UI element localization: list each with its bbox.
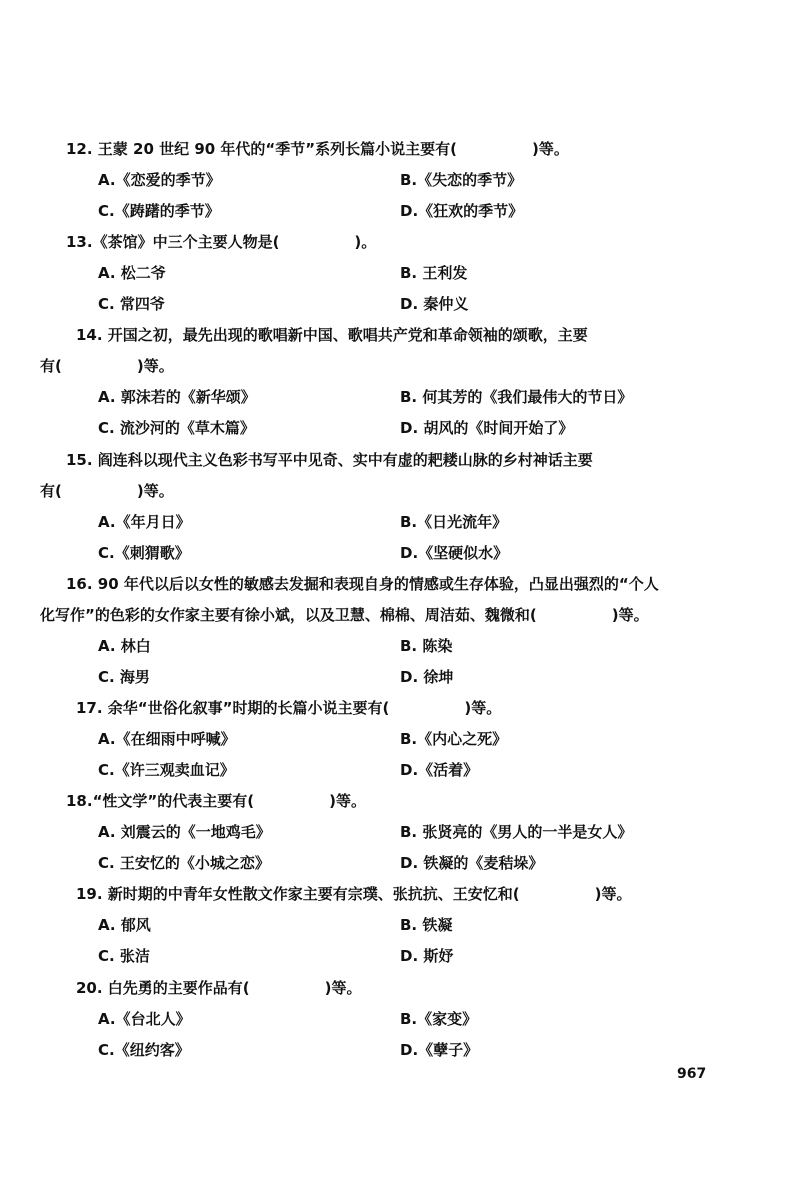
question-18-option-b: B. 张贤亮的《男人的一半是女人》 [400,823,633,841]
question-12-option-d: D.《狂欢的季节》 [400,202,524,220]
question-15-option-a: A.《年月日》 [98,513,191,531]
question-17-option-b: B.《内心之死》 [400,730,508,748]
question-12-option-a: A.《恋爱的季节》 [98,171,221,189]
question-14-option-a: A. 郭沫若的《新华颂》 [98,388,256,406]
question-19-option-b: B. 铁凝 [400,916,453,934]
question-13-option-a: A. 松二爷 [98,264,166,282]
question-17-option-c: C.《许三观卖血记》 [98,761,235,779]
question-13-option-b: B. 王利发 [400,264,468,282]
question-19-stem: 19. 新时期的中青年女性散文作家主要有宗璞、张抗抗、王安忆和( )等。 [76,885,632,903]
question-18-option-a: A. 刘震云的《一地鸡毛》 [98,823,271,841]
question-16-option-b: B. 陈染 [400,637,453,655]
question-15-option-c: C.《刺猬歌》 [98,544,190,562]
question-14-option-b: B. 何其芳的《我们最伟大的节日》 [400,388,633,406]
question-12-stem: 12. 王蒙 20 世纪 90 年代的“季节”系列长篇小说主要有( )等。 [66,140,569,158]
question-18-stem: 18.“性文学”的代表主要有( )等。 [66,792,367,810]
question-18-option-c: C. 王安忆的《小城之恋》 [98,854,270,872]
question-16-stem-line-2: 化写作”的色彩的女作家主要有徐小斌，以及卫慧、棉棉、周洁茹、魏微和( )等。 [40,606,649,624]
question-19-option-c: C. 张洁 [98,947,150,965]
question-14-stem-line-1: 14. 开国之初，最先出现的歌唱新中国、歌唱共产党和革命领袖的颂歌，主要 [76,326,588,344]
question-17-stem: 17. 余华“世俗化叙事”时期的长篇小说主要有( )等。 [76,699,502,717]
question-14-option-c: C. 流沙河的《草木篇》 [98,419,255,437]
question-15-stem-line-1: 15. 阎连科以现代主义色彩书写平中见奇、实中有虚的耙耧山脉的乡村神话主要 [66,451,593,469]
question-16-option-a: A. 林白 [98,637,151,655]
question-19-option-d: D. 斯妤 [400,947,454,965]
question-18-option-d: D. 铁凝的《麦秸垛》 [400,854,544,872]
question-12-option-c: C.《踌躇的季节》 [98,202,220,220]
question-13-stem: 13.《茶馆》中三个主要人物是( )。 [66,233,377,251]
question-13-option-d: D. 秦仲义 [400,295,469,313]
question-14-option-d: D. 胡风的《时间开始了》 [400,419,574,437]
question-15-option-d: D.《坚硬似水》 [400,544,509,562]
question-20-option-a: A.《台北人》 [98,1010,191,1028]
question-20-option-c: C.《纽约客》 [98,1041,190,1059]
question-12-option-b: B.《失恋的季节》 [400,171,523,189]
question-16-stem-line-1: 16. 90 年代以后以女性的敏感去发掘和表现自身的情感或生存体验，凸显出强烈的“个人 [66,575,659,593]
question-20-stem: 20. 白先勇的主要作品有( )等。 [76,979,362,997]
question-17-option-d: D.《活着》 [400,761,479,779]
page-number: 967 [677,1066,707,1082]
question-16-option-d: D. 徐坤 [400,668,454,686]
question-19-option-a: A. 郁风 [98,916,151,934]
question-17-option-a: A.《在细雨中呼喊》 [98,730,236,748]
question-20-option-b: B.《家变》 [400,1010,478,1028]
question-14-stem-line-2: 有( )等。 [40,357,174,375]
question-15-stem-line-2: 有( )等。 [40,482,174,500]
question-16-option-c: C. 海男 [98,668,150,686]
question-20-option-d: D.《孽子》 [400,1041,479,1059]
question-13-option-c: C. 常四爷 [98,295,165,313]
question-15-option-b: B.《日光流年》 [400,513,508,531]
